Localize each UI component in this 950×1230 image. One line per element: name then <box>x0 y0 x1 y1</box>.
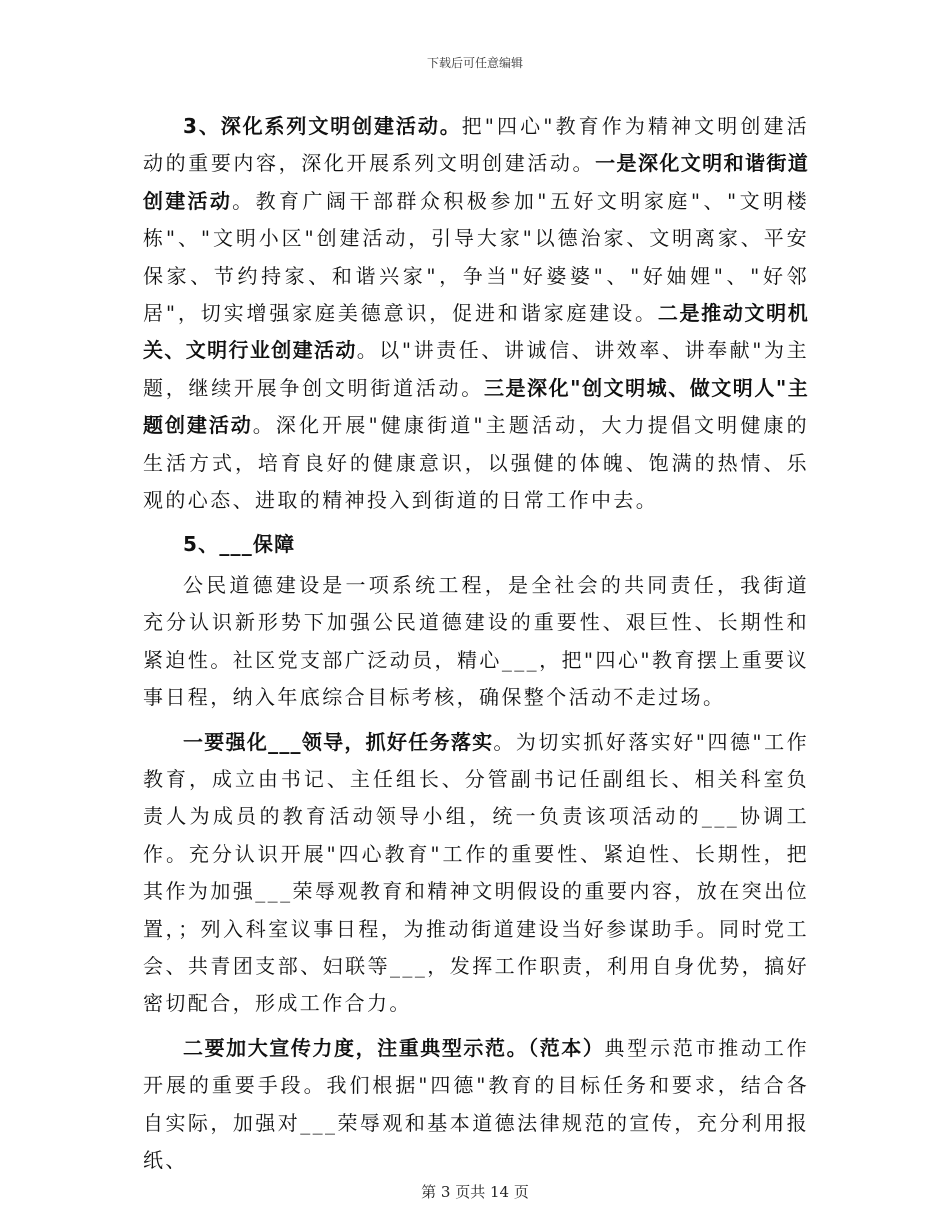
text-span: 。教育广阔干部群众积极参加"五好文明家庭"、"文明楼栋"、"文明小区"创建活动，引导大家"以德治家、文明离家、平安保家、节约持家、和谐兴家"，争当"好婆婆"、"好妯娌"、"好邻居"，切实增强家庭美德意识，促进和谐家庭建设。 <box>143 188 809 326</box>
bold-text-span: 5、___保障 <box>183 532 296 557</box>
text-span: 。深化开展"健康街道"主题活动，大力提倡文明健康的生活方式，培育良好的健康意识，以强健的体魄、饱满的热情、乐观的心态、进取的精神投入到街道的日常工作中去。 <box>143 413 810 513</box>
text-span: 把"四心"教育作为精神文明创建活动的重要内容，深化开展系列文明创建活动。 <box>143 114 809 176</box>
para-strengthen-leadership <box>143 724 809 1023</box>
page-header: 下载后可任意编辑 <box>426 56 523 70</box>
bold-text-span: 一要强化___领导，抓好任务落实 <box>183 729 494 754</box>
bold-text-span: 三是深化"创文明城、做文明人"主题创建活动 <box>143 375 810 438</box>
text-span: 。为切实抓好落实好"四德"工作教育，成立由书记、主任组长、分管副书记任副组长、相关科室负责人为成员的教育活动领导小组，统一负责该项活动的___协调工作。充分认识开展"四心教育"工作的重要性、紧迫性、长期性，把其作为加强___荣辱观教育和精神文明假设的重要内容，放在突出位置，；列入科室议事日程，为推动街道建设当好参谋助手。同时党工会、共青团支部、妇联等___，发挥工作职责，利用自身优势，搞好密切配合，形成工作合力。 <box>143 729 809 1016</box>
para-deepen-activities <box>143 108 809 519</box>
page-footer: 第 3 页共 14 页 <box>421 1183 529 1201</box>
bold-text-span: 二要加大宣传力度，注重典型示范。（范本） <box>183 1035 605 1060</box>
bold-text-span: 二是推动文明机关、文明行业创建活动 <box>143 301 809 363</box>
bold-text-span: 一是深化文明和谐街道创建活动 <box>143 151 810 213</box>
heading-guarantee <box>143 526 809 563</box>
para-publicity <box>143 1030 809 1180</box>
text-span: 。以"讲责任、讲诚信、讲效率、讲奉献"为主题，继续开展争创文明街道活动。 <box>143 338 809 400</box>
text-span: 公民道德建设是一项系统工程，是全社会的共同责任，我街道充分认识新形势下加强公民道德建设的重要性、艰巨性、长期性和紧迫性。社区党支部广泛动员，精心___，把"四心"教育摆上重要议事日程，纳入年底综合目标考核，确保整个活动不走过场。 <box>143 572 809 710</box>
document-body <box>143 108 809 1186</box>
bold-text-span: 3、深化系列文明创建活动。 <box>183 114 462 138</box>
para-citizen-morality <box>143 567 809 717</box>
text-span: 典型示范市推动工作开展的重要手段。我们根据"四德"教育的目标任务和要求，结合各自实际，加强对___荣辱观和基本道德法律规范的宣传，充分利用报纸、 <box>143 1035 809 1172</box>
